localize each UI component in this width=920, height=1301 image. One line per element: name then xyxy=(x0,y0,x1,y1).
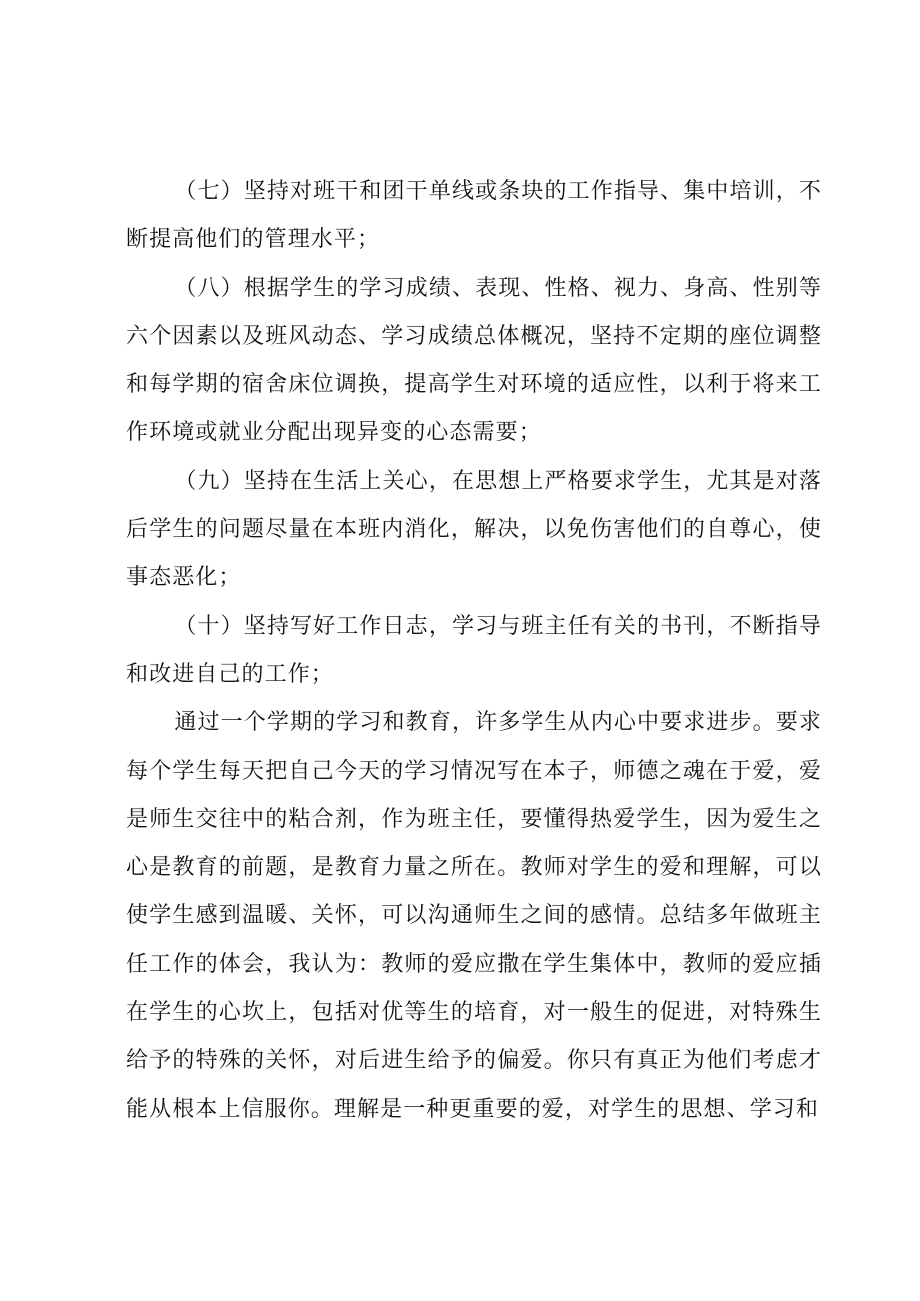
paragraph-summary: 通过一个学期的学习和教育，许多学生从内心中要求进步。要求每个学生每天把自己今天的学习情况写在本子，师德之魂在于爱，爱是师生交往中的粘合剂，作为班主任，要懂得热爱学生，因为爱生之心是教育的前题，是教育力量之所在。教师对学生的爱和理解，可以使学生感到温暖、关怀，可以沟通师生之间的感情。总结多年做班主任工作的体会，我认为：教师的爱应撒在学生集体中，教师的爱应插在学生的心坎上，包括对优等生的培育，对一般生的促进，对特殊生给予的特殊的关怀，对后进生给予的偏爱。你只有真正为他们考虑才能从根本上信服你。理解是一种更重要的爱，对学生的思想、学习和 xyxy=(126,710,822,1122)
paragraph-8: （八）根据学生的学习成绩、表现、性格、视力、身高、性别等六个因素以及班风动态、学习成绩总体概况，坚持不定期的座位调整和每学期的宿舍床位调换，提高学生对环境的适应性，以利于将来工作环境或就业分配出现异变的心态需要； xyxy=(126,275,822,446)
paragraph-9: （九）坚持在生活上关心，在思想上严格要求学生，尤其是对落后学生的问题尽量在本班内消化，解决，以免伤害他们的自尊心，使事态恶化； xyxy=(126,468,822,591)
document-body xyxy=(126,168,822,1134)
paragraph-10: （十）坚持写好工作日志，学习与班主任有关的书刊，不断指导和改进自己的工作； xyxy=(126,613,822,687)
paragraph-7: （七）坚持对班干和团干单线或条块的工作指导、集中培训，不断提高他们的管理水平； xyxy=(126,179,822,253)
